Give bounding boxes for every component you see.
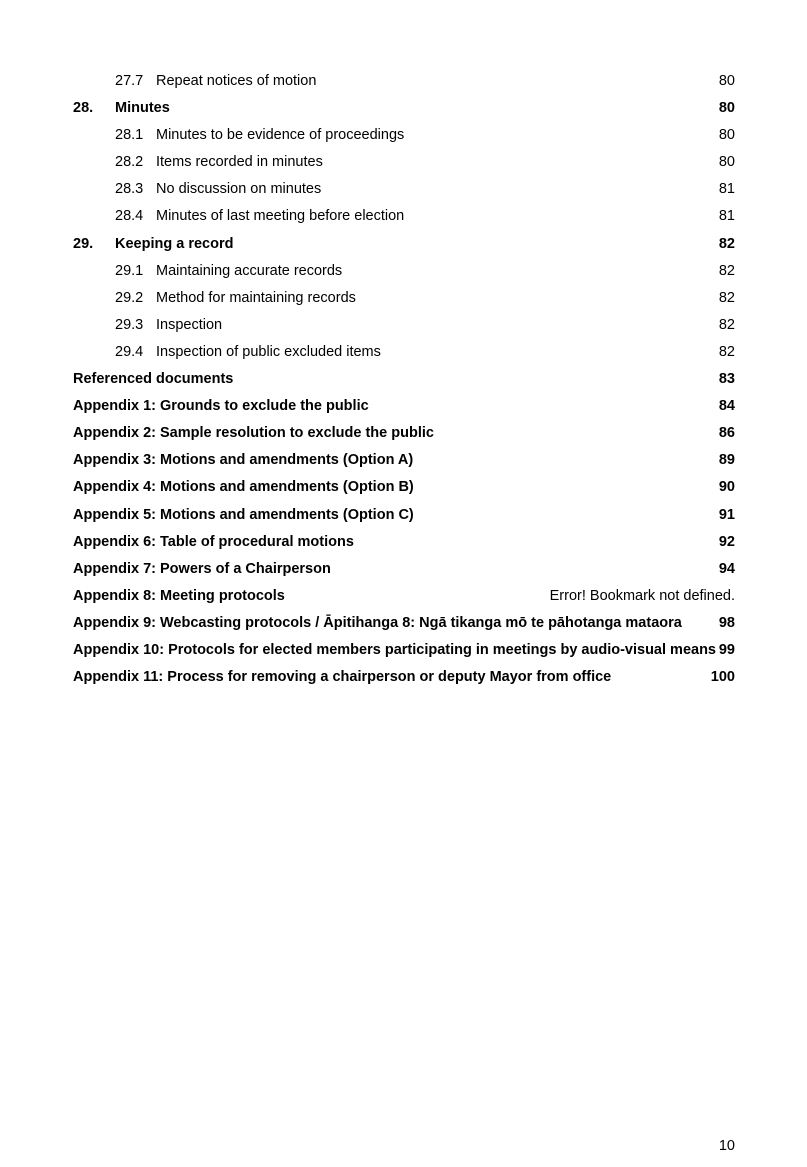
toc-entry[interactable]: [73, 312, 735, 339]
toc-entry-page: 82: [718, 235, 735, 252]
toc-entry-title: Minutes to be evidence of proceedings: [156, 127, 405, 144]
toc-entry-number: 29.: [73, 235, 94, 252]
toc-entry-title: Appendix 2: Sample resolution to exclude the public: [73, 425, 434, 442]
toc-entry-title: Appendix 8: Meeting protocols: [73, 587, 285, 604]
toc-entry-number: 28.4: [115, 208, 144, 225]
toc-entry-title: Appendix 10: Protocols for elected members participating in meetings by audio-visual means: [73, 641, 716, 658]
toc-top-entry[interactable]: [73, 447, 735, 474]
toc-entry[interactable]: [73, 176, 735, 203]
toc-entry-title: Referenced documents: [73, 371, 234, 388]
toc-entry-page: 80: [718, 127, 735, 144]
toc-top-entry[interactable]: [73, 583, 735, 610]
toc-entry-page: 82: [718, 316, 735, 333]
toc-entry-page: 82: [718, 289, 735, 306]
toc-entry-page: 91: [718, 506, 735, 523]
toc-entry-title: Appendix 6: Table of procedural motions: [73, 533, 354, 550]
toc-entry-page: 80: [718, 73, 735, 89]
toc-section-heading[interactable]: [73, 231, 735, 258]
toc-entry-title: Appendix 9: Webcasting protocols / Āpitihanga 8: Ngā tikanga mō te pāhotanga mataora: [73, 614, 682, 631]
toc-entry-page: 100: [710, 669, 735, 686]
toc-entry[interactable]: [73, 68, 735, 95]
toc-entry-title: Appendix 1: Grounds to exclude the public: [73, 398, 369, 415]
toc-entry-title: Items recorded in minutes: [156, 154, 323, 171]
toc-entry-title: Inspection: [156, 316, 223, 333]
toc-entry[interactable]: [73, 285, 735, 312]
toc-entry[interactable]: [73, 258, 735, 285]
toc-entry-title: Minutes: [115, 100, 170, 117]
toc-top-entry[interactable]: [73, 664, 735, 691]
toc-entry[interactable]: [73, 122, 735, 149]
toc-top-entry[interactable]: [73, 529, 735, 556]
toc-entry-title: Method for maintaining records: [156, 289, 356, 306]
toc-entry-page: 92: [718, 533, 735, 550]
toc-entry-page: 80: [718, 154, 735, 171]
toc-entry-page: 99: [718, 641, 735, 658]
toc-top-entry[interactable]: [73, 393, 735, 420]
page-number: 10: [718, 1138, 735, 1154]
toc-entry-title: No discussion on minutes: [156, 181, 322, 198]
toc-entry-title: Appendix 11: Process for removing a chairperson or deputy Mayor from office: [73, 669, 612, 686]
toc-entry-title: Appendix 4: Motions and amendments (Option B): [73, 479, 414, 496]
toc-top-entry[interactable]: [73, 556, 735, 583]
toc-entry-title: Appendix 5: Motions and amendments (Option C): [73, 506, 414, 523]
toc-top-entry[interactable]: [73, 366, 735, 393]
toc-entry-number: 28.: [73, 100, 94, 117]
toc-entry-number: 28.1: [115, 127, 144, 144]
toc-entry-title: Repeat notices of motion: [156, 73, 317, 89]
toc-entry-page: 86: [718, 425, 735, 442]
toc-top-entry[interactable]: [73, 610, 735, 637]
toc-entry-page: 84: [718, 398, 735, 415]
toc-entry-page: 82: [718, 343, 735, 360]
toc-entry[interactable]: [73, 203, 735, 230]
toc-entry-page: 89: [718, 452, 735, 469]
toc-entry-title: Maintaining accurate records: [156, 262, 343, 279]
toc-entry-page: 98: [718, 614, 735, 631]
toc-entry-title: Inspection of public excluded items: [156, 343, 381, 360]
toc-top-entry[interactable]: [73, 420, 735, 447]
toc-entry-page: 80: [718, 100, 735, 117]
toc-entry-number: 27.7: [115, 73, 144, 89]
toc-entry-page: 81: [718, 208, 735, 225]
toc-entry[interactable]: [73, 149, 735, 176]
toc-entry-title: Appendix 7: Powers of a Chairperson: [73, 560, 331, 577]
toc-entry-number: 28.2: [115, 154, 144, 171]
toc-entry-page: 81: [718, 181, 735, 198]
toc-top-entry[interactable]: [73, 637, 735, 664]
toc-entry[interactable]: [73, 339, 735, 366]
toc-entry-title: Keeping a record: [115, 235, 234, 252]
toc-top-entry[interactable]: [73, 502, 735, 529]
toc-entry-number: 29.4: [115, 343, 144, 360]
toc-entry-title: Appendix 3: Motions and amendments (Option A): [73, 452, 414, 469]
table-of-contents: [73, 68, 735, 691]
toc-top-entry[interactable]: [73, 474, 735, 501]
toc-section-heading[interactable]: [73, 95, 735, 122]
toc-entry-number: 29.2: [115, 289, 144, 306]
toc-entry-title: Minutes of last meeting before election: [156, 208, 405, 225]
toc-entry-number: 28.3: [115, 181, 144, 198]
toc-entry-page-error: Error! Bookmark not defined.: [549, 587, 735, 604]
toc-entry-page: 90: [718, 479, 735, 496]
toc-entry-page: 94: [718, 560, 735, 577]
toc-entry-number: 29.3: [115, 316, 144, 333]
toc-entry-number: 29.1: [115, 262, 144, 279]
toc-entry-page: 83: [718, 371, 735, 388]
toc-entry-page: 82: [718, 262, 735, 279]
